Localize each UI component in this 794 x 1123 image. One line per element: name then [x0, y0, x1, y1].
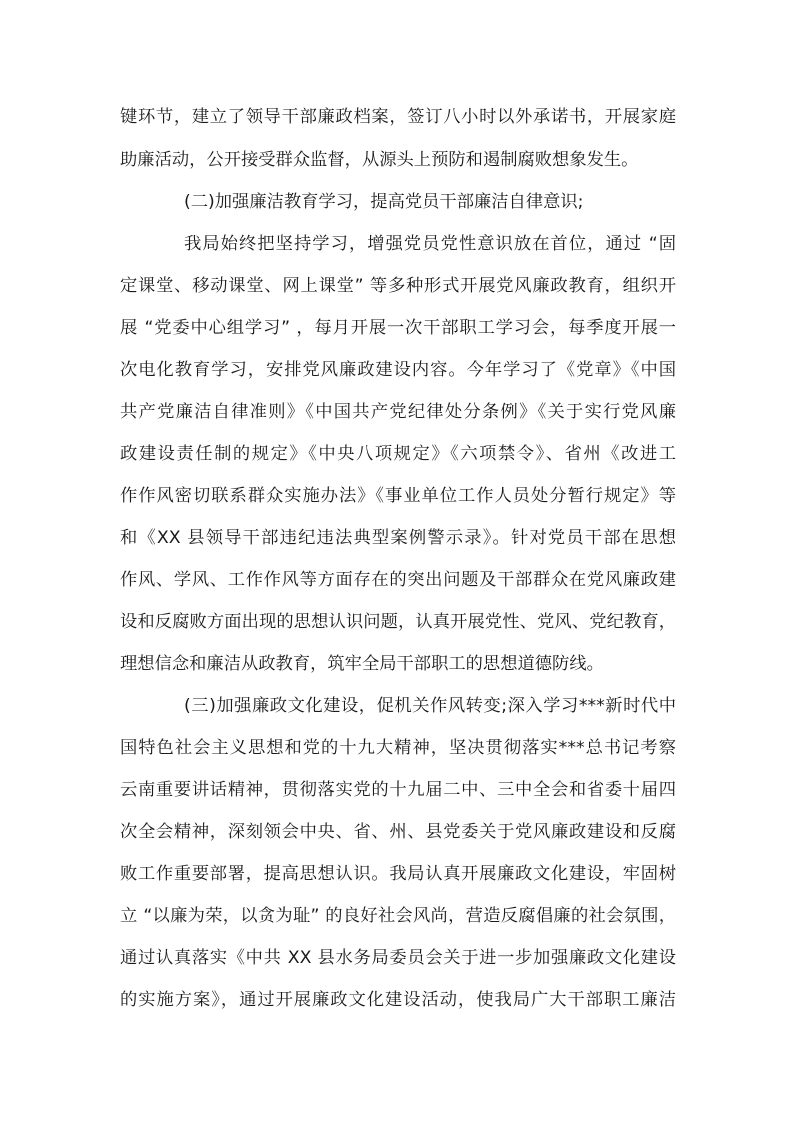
body-line: 国特色社会主义思想和党的十九大精神，坚决贯彻落实***总书记考察	[120, 738, 676, 758]
body-line: 和《XX 县领导干部违纪违法典型案例警示录》。针对党员干部在思想	[120, 528, 676, 548]
body-line: 键环节，建立了领导干部廉政档案，签订八小时以外承诺书，开展家庭	[120, 107, 676, 127]
section-heading: (三)加强廉政文化建设，促机关作风转变;深入学习***新时代中	[184, 696, 676, 716]
body-line: 我局始终把坚持学习，增强党员党性意识放在首位，通过 “固	[184, 234, 676, 254]
body-line: 作作风密切联系群众实施办法》《事业单位工作人员处分暂行规定》等	[120, 486, 676, 506]
body-line: 共产党廉洁自律准则》《中国共产党纪律处分条例》《关于实行党风廉	[120, 402, 676, 422]
body-line: 政建设责任制的规定》《中央八项规定》《六项禁令》、省州《改进工	[120, 444, 676, 464]
body-line: 助廉活动，公开接受群众监督，从源头上预防和遏制腐败想象发生。	[120, 150, 639, 170]
body-line: 败工作重要部署，提高思想认识。我局认真开展廉政文化建设，牢固树	[120, 864, 676, 884]
body-line: 展 “党委中心组学习” ，每月开展一次干部职工学习会，每季度开展一	[120, 318, 676, 338]
body-line: 作风、学风、工作作风等方面存在的突出问题及干部群众在党风廉政建	[120, 570, 676, 590]
section-heading: (二)加强廉洁教育学习，提高党员干部廉洁自律意识;	[184, 192, 584, 212]
body-line: 设和反腐败方面出现的思想认识问题，认真开展党性、党风、党纪教育，	[120, 612, 676, 632]
body-line: 通过认真落实《中共 XX 县水务局委员会关于进一步加强廉政文化建设	[120, 948, 676, 968]
body-line: 云南重要讲话精神，贯彻落实党的十九届二中、三中全会和省委十届四	[120, 780, 676, 800]
body-line: 立 “以廉为荣，以贪为耻” 的良好社会风尚，营造反腐倡廉的社会氛围，	[120, 906, 676, 926]
body-line: 定课堂、移动课堂、网上课堂” 等多种形式开展党风廉政教育，组织开	[120, 276, 676, 296]
body-line: 的实施方案》，通过开展廉政文化建设活动，使我局广大干部职工廉洁	[120, 990, 676, 1010]
body-line: 次电化教育学习，安排党风廉政建设内容。今年学习了《党章》《中国	[120, 360, 676, 380]
body-line: 次全会精神，深刻领会中央、省、州、县党委关于党风廉政建设和反腐	[120, 822, 676, 842]
body-line: 理想信念和廉洁从政教育，筑牢全局干部职工的思想道德防线。	[120, 654, 604, 674]
